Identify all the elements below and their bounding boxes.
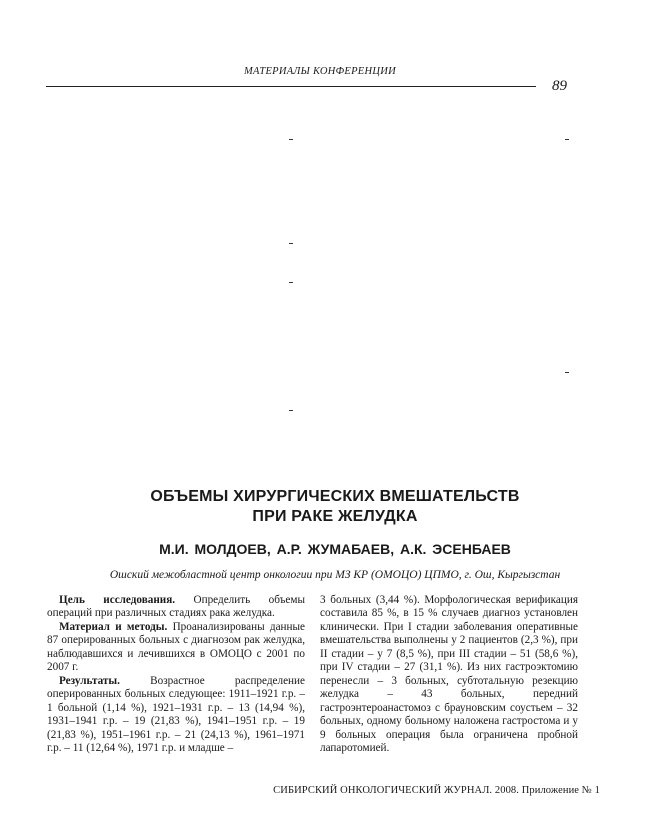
- authors: М.И. МОЛДОЕВ, А.Р. ЖУМАБАЕВ, А.К. ЭСЕНБАЕВ: [159, 541, 511, 557]
- dash-mark: [289, 243, 293, 244]
- dash-mark: [289, 282, 293, 283]
- aim-paragraph: [47, 594, 305, 621]
- dash-mark: [289, 410, 293, 411]
- aim-label: Цель исследования.: [59, 594, 176, 606]
- methods-paragraph: [47, 621, 305, 675]
- title-line-2: ПРИ РАКЕ ЖЕЛУДКА: [252, 508, 418, 525]
- aim-text: Определить объемы операций при различных стадиях рака желудка.: [47, 594, 305, 620]
- results-text: Возрастное распределение оперированных больных следующее: 1911–1921 г.р. – 1 больной (1,14 %), 1921–1931 г.р. – 13 (14,94 %), 1931–1941 г.р. – 19 (21,83 %), 1941–1951 г.р. – 19 (21,83 %), 1951–1961 г.р. – 21 (24,13 %), 1961–1971 г.р. – 11 (12,64 %), 1971 г.р. и младше –: [47, 674, 305, 754]
- title-line-1: ОБЪЕМЫ ХИРУРГИЧЕСКИХ ВМЕШАТЕЛЬСТВ: [150, 488, 520, 505]
- right-column: [320, 594, 578, 755]
- article-title: [60, 487, 610, 527]
- left-column: [47, 594, 305, 755]
- header-rule: [46, 86, 536, 87]
- results-label: Результаты.: [59, 674, 120, 687]
- methods-label: Материал и методы.: [59, 620, 168, 633]
- journal-footer: СИБИРСКИЙ ОНКОЛОГИЧЕСКИЙ ЖУРНАЛ. 2008. Приложение № 1: [273, 785, 600, 796]
- affiliation: Ошский межобластной центр онкологии при МЗ КР (ОМОЦО) ЦПМО, г. Ош, Кыргызстан: [109, 569, 561, 581]
- dash-mark: [565, 372, 569, 373]
- dash-mark: [565, 139, 569, 140]
- running-head: МАТЕРИАЛЫ КОНФЕРЕНЦИИ: [243, 66, 397, 77]
- methods-text: Проанализированы данные 87 оперированных больных с диагнозом рак желудка, наблюдавшихся и лечившихся в ОМОЦО с 2001 по 2007 г.: [47, 620, 305, 674]
- results-paragraph: [47, 675, 305, 756]
- dash-mark: [289, 139, 293, 140]
- page-number: 89: [552, 78, 567, 94]
- results-continuation: 3 больных (3,44 %). Морфологическая верификация составила 85 %, в 15 % случаев диагноз установлен клинически. При I стадии заболевания оперативные вмешательства выполнены у 2 пациентов (2,3 %), при II стадии – у 7 (8,5 %), при III стадии – 51 (58,6 %), при IV стадии – 27 (31,1 %). Из них гастроэктомию перенесли – 3 больных, субтотальную резекцию желудка – 43 больных, передний гастроэнтероанастомоз с брауновским соустьем – 32 больных, одному больному наложена гастростома и у 9 больных операция была ограничена пробной лапаротомией.: [320, 594, 578, 754]
